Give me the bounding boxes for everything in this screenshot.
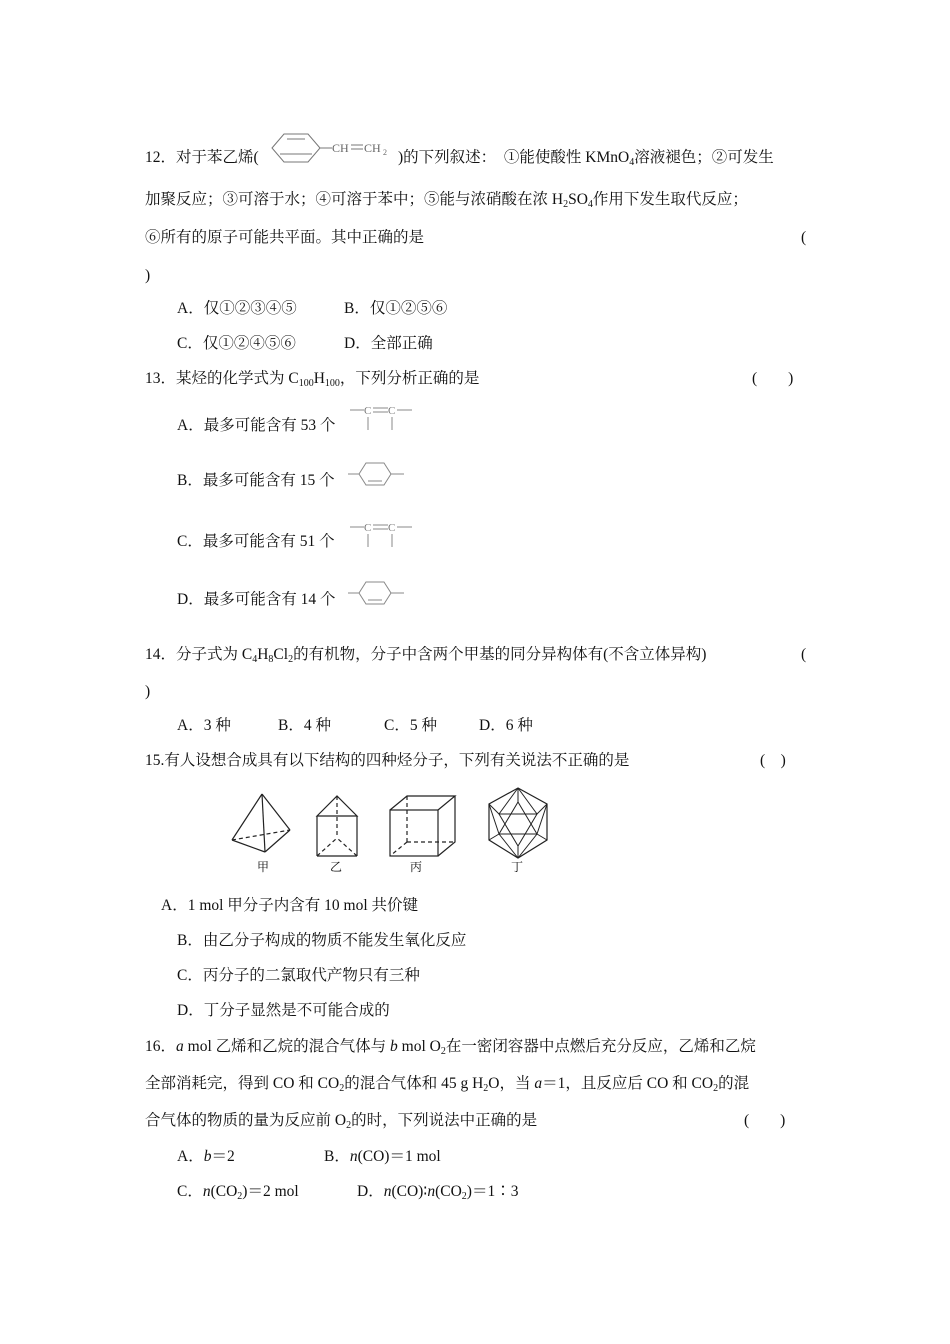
q15-paren: ( ) [760, 752, 786, 769]
fig-label-ding: 丁 [511, 860, 524, 874]
q14-stem-c: Cl [273, 646, 289, 663]
q16-optA-var: b [203, 1148, 212, 1165]
q13-paren: ( ) [752, 370, 794, 387]
q16-l1-sub: 2 [440, 1046, 446, 1057]
q12-line3: ⑥所有的原子可能共平面。其中正确的是 [145, 229, 425, 246]
q12-line1 [145, 148, 259, 168]
svg-text:C: C [388, 522, 396, 534]
q16-optC-sub: 2 [237, 1191, 243, 1202]
q14-stem-sub3: 2 [288, 654, 294, 665]
q12-option-a: A．仅①②③④⑤ [177, 300, 297, 317]
q14-option-c: C．5 种 [384, 717, 437, 734]
q14-option-d: D．6 种 [479, 717, 533, 734]
q16-l3-b: 的时，下列说法中正确的是 [351, 1112, 538, 1129]
q12-line2 [145, 190, 748, 210]
q12-line2-b: SO [568, 191, 588, 208]
svg-text:C: C [364, 522, 372, 534]
q13-stem [145, 369, 479, 389]
q16-l2-e: 的混 [718, 1075, 750, 1092]
q16-option-a [177, 1147, 235, 1167]
q14-stem-sub2: 8 [268, 654, 274, 665]
q16-var-a: a [176, 1038, 184, 1055]
q12-line2-a: 加聚反应；③可溶于水；④可溶于苯中；⑤能与浓硝酸在浓 H [145, 191, 564, 208]
q12-line2-sub2: 4 [587, 199, 593, 210]
q16-optC-b: (CO [210, 1183, 238, 1200]
q14-paren-open: ( [801, 646, 807, 663]
q12-line2-c: 作用下发生取代反应； [592, 191, 748, 208]
q16-optD-var1: n [383, 1183, 392, 1200]
q16-l2-sub3: 2 [713, 1083, 719, 1094]
benzene-ring-icon [346, 578, 408, 608]
q16-l1-d: 在一密闭容器中点燃后充分反应，乙烯和乙烷 [445, 1038, 756, 1055]
svg-text:C: C [364, 405, 372, 417]
q14-stem [145, 645, 706, 665]
q13-option-c: C．最多可能含有 51 个 [177, 533, 335, 550]
q12-tail: )的下列叙述： [398, 149, 497, 166]
q14-stem-sub1: 4 [252, 654, 258, 665]
q16-l2-sub2: 2 [483, 1083, 489, 1094]
q16-option-b [324, 1147, 441, 1167]
styrene-ch-label: CH [332, 141, 349, 155]
q16-optC-c: )＝2 mol [242, 1183, 299, 1200]
fig-label-yi: 乙 [330, 860, 343, 874]
q16-l3-sub: 2 [346, 1120, 352, 1131]
cc-double-bond-icon [346, 400, 416, 436]
q12-line1-tail [398, 148, 774, 168]
q16-l1-b: mol 乙烯和乙烷的混合气体与 [183, 1038, 391, 1055]
styrene-ch2-sub: 2 [383, 148, 387, 157]
q13-stem-c: ，下列分析正确的是 [339, 370, 480, 387]
q12-option-c: C．仅①②④⑤⑥ [177, 335, 296, 352]
q16-paren: ( ) [744, 1112, 786, 1129]
q12-s1: ①能使酸性 KMnO [503, 149, 630, 166]
fig-label-bing: 丙 [410, 860, 423, 874]
q16-optB-a: B． [324, 1148, 350, 1165]
q16-optA-b: ＝2 [211, 1148, 235, 1165]
q14-stem-a: 14．分子式为 C [145, 646, 253, 663]
q12-line2-sub1: 2 [563, 199, 569, 210]
q13-option-a: A．最多可能含有 53 个 [177, 417, 336, 434]
q15-option-a: A．1 mol 甲分子内含有 10 mol 共价键 [161, 897, 419, 914]
benzene-ring-icon [346, 459, 408, 489]
q16-line2 [145, 1074, 749, 1094]
q12-s1-sub: 4 [629, 157, 635, 168]
q12-lead: 12．对于苯乙烯( [145, 149, 259, 166]
fig-label-jia: 甲 [257, 860, 270, 874]
q12-paren-open: ( [801, 229, 807, 246]
q13-stem-sub1: 100 [298, 378, 314, 389]
q15-stem: 15.有人设想合成具有以下结构的四种烃分子，下列有关说法不正确的是 [145, 752, 630, 769]
q12-option-b: B．仅①②⑤⑥ [344, 300, 448, 317]
q15-option-c: C．丙分子的二氯取代产物只有三种 [177, 967, 420, 984]
q14-option-a: A．3 种 [177, 717, 231, 734]
q16-optA-a: A． [177, 1148, 204, 1165]
q16-l1-c: mol O [397, 1038, 441, 1055]
polyhedra-figure [225, 780, 565, 880]
svg-text:C: C [388, 405, 396, 417]
q16-optB-b: (CO)＝1 mol [357, 1148, 441, 1165]
q13-stem-a: 13．某烃的化学式为 C [145, 370, 299, 387]
q16-line3 [145, 1111, 537, 1131]
q16-l1-a: 16． [145, 1038, 177, 1055]
q12-paren-close: ) [145, 267, 151, 284]
q16-var-b: b [390, 1038, 398, 1055]
q16-l3-a: 合气体的物质的量为反应前 O [145, 1112, 347, 1129]
q16-optB-var: n [349, 1148, 358, 1165]
q13-option-b: B．最多可能含有 15 个 [177, 472, 335, 489]
tetrahedron-shape [232, 794, 290, 852]
q13-stem-sub2: 100 [324, 378, 340, 389]
q16-option-c [177, 1182, 299, 1202]
icosahedron-shape [489, 788, 547, 858]
q14-option-b: B．4 种 [278, 717, 331, 734]
styrene-structure [262, 128, 402, 172]
q14-stem-d: 的有机物，分子中含两个甲基的同分异构体有(不含立体异构) [293, 646, 707, 663]
q16-optD-d: )＝1∶3 [466, 1183, 519, 1200]
q16-line1 [145, 1037, 756, 1057]
q16-optD-c: (CO [435, 1183, 462, 1200]
q15-option-b: B．由乙分子构成的物质不能发生氧化反应 [177, 932, 467, 949]
q16-optD-sub: 2 [461, 1191, 467, 1202]
q12-option-d: D．全部正确 [344, 335, 433, 352]
q12-s1-tail: 溶液褪色；②可发生 [634, 149, 774, 166]
q13-stem-b: H [313, 370, 325, 387]
q16-l2-d: ＝1，且反应后 CO 和 CO [542, 1075, 714, 1092]
q13-option-d: D．最多可能含有 14 个 [177, 591, 336, 608]
q16-optD-b: (CO)∶ [391, 1183, 428, 1200]
cc-double-bond-icon [346, 517, 416, 553]
q16-optD-var2: n [427, 1183, 436, 1200]
styrene-ch2-label: CH [364, 141, 381, 155]
q14-stem-b: H [257, 646, 269, 663]
q15-option-d: D．丁分子显然是不可能合成的 [177, 1002, 390, 1019]
cube-shape [390, 796, 455, 856]
q16-optC-a: C． [177, 1183, 203, 1200]
q16-optC-var: n [202, 1183, 211, 1200]
q16-optD-a: D． [357, 1183, 384, 1200]
q16-option-d [357, 1182, 518, 1202]
q14-paren-close: ) [145, 683, 151, 700]
q16-l2-c: O，当 [488, 1075, 535, 1092]
q16-l2-var: a [534, 1075, 543, 1092]
q16-l2-sub1: 2 [339, 1083, 345, 1094]
triangular-prism-shape [317, 796, 357, 856]
q16-l2-a: 全部消耗完，得到 CO 和 CO [145, 1075, 340, 1092]
q16-l2-b: 的混合气体和 45 g H [344, 1075, 484, 1092]
